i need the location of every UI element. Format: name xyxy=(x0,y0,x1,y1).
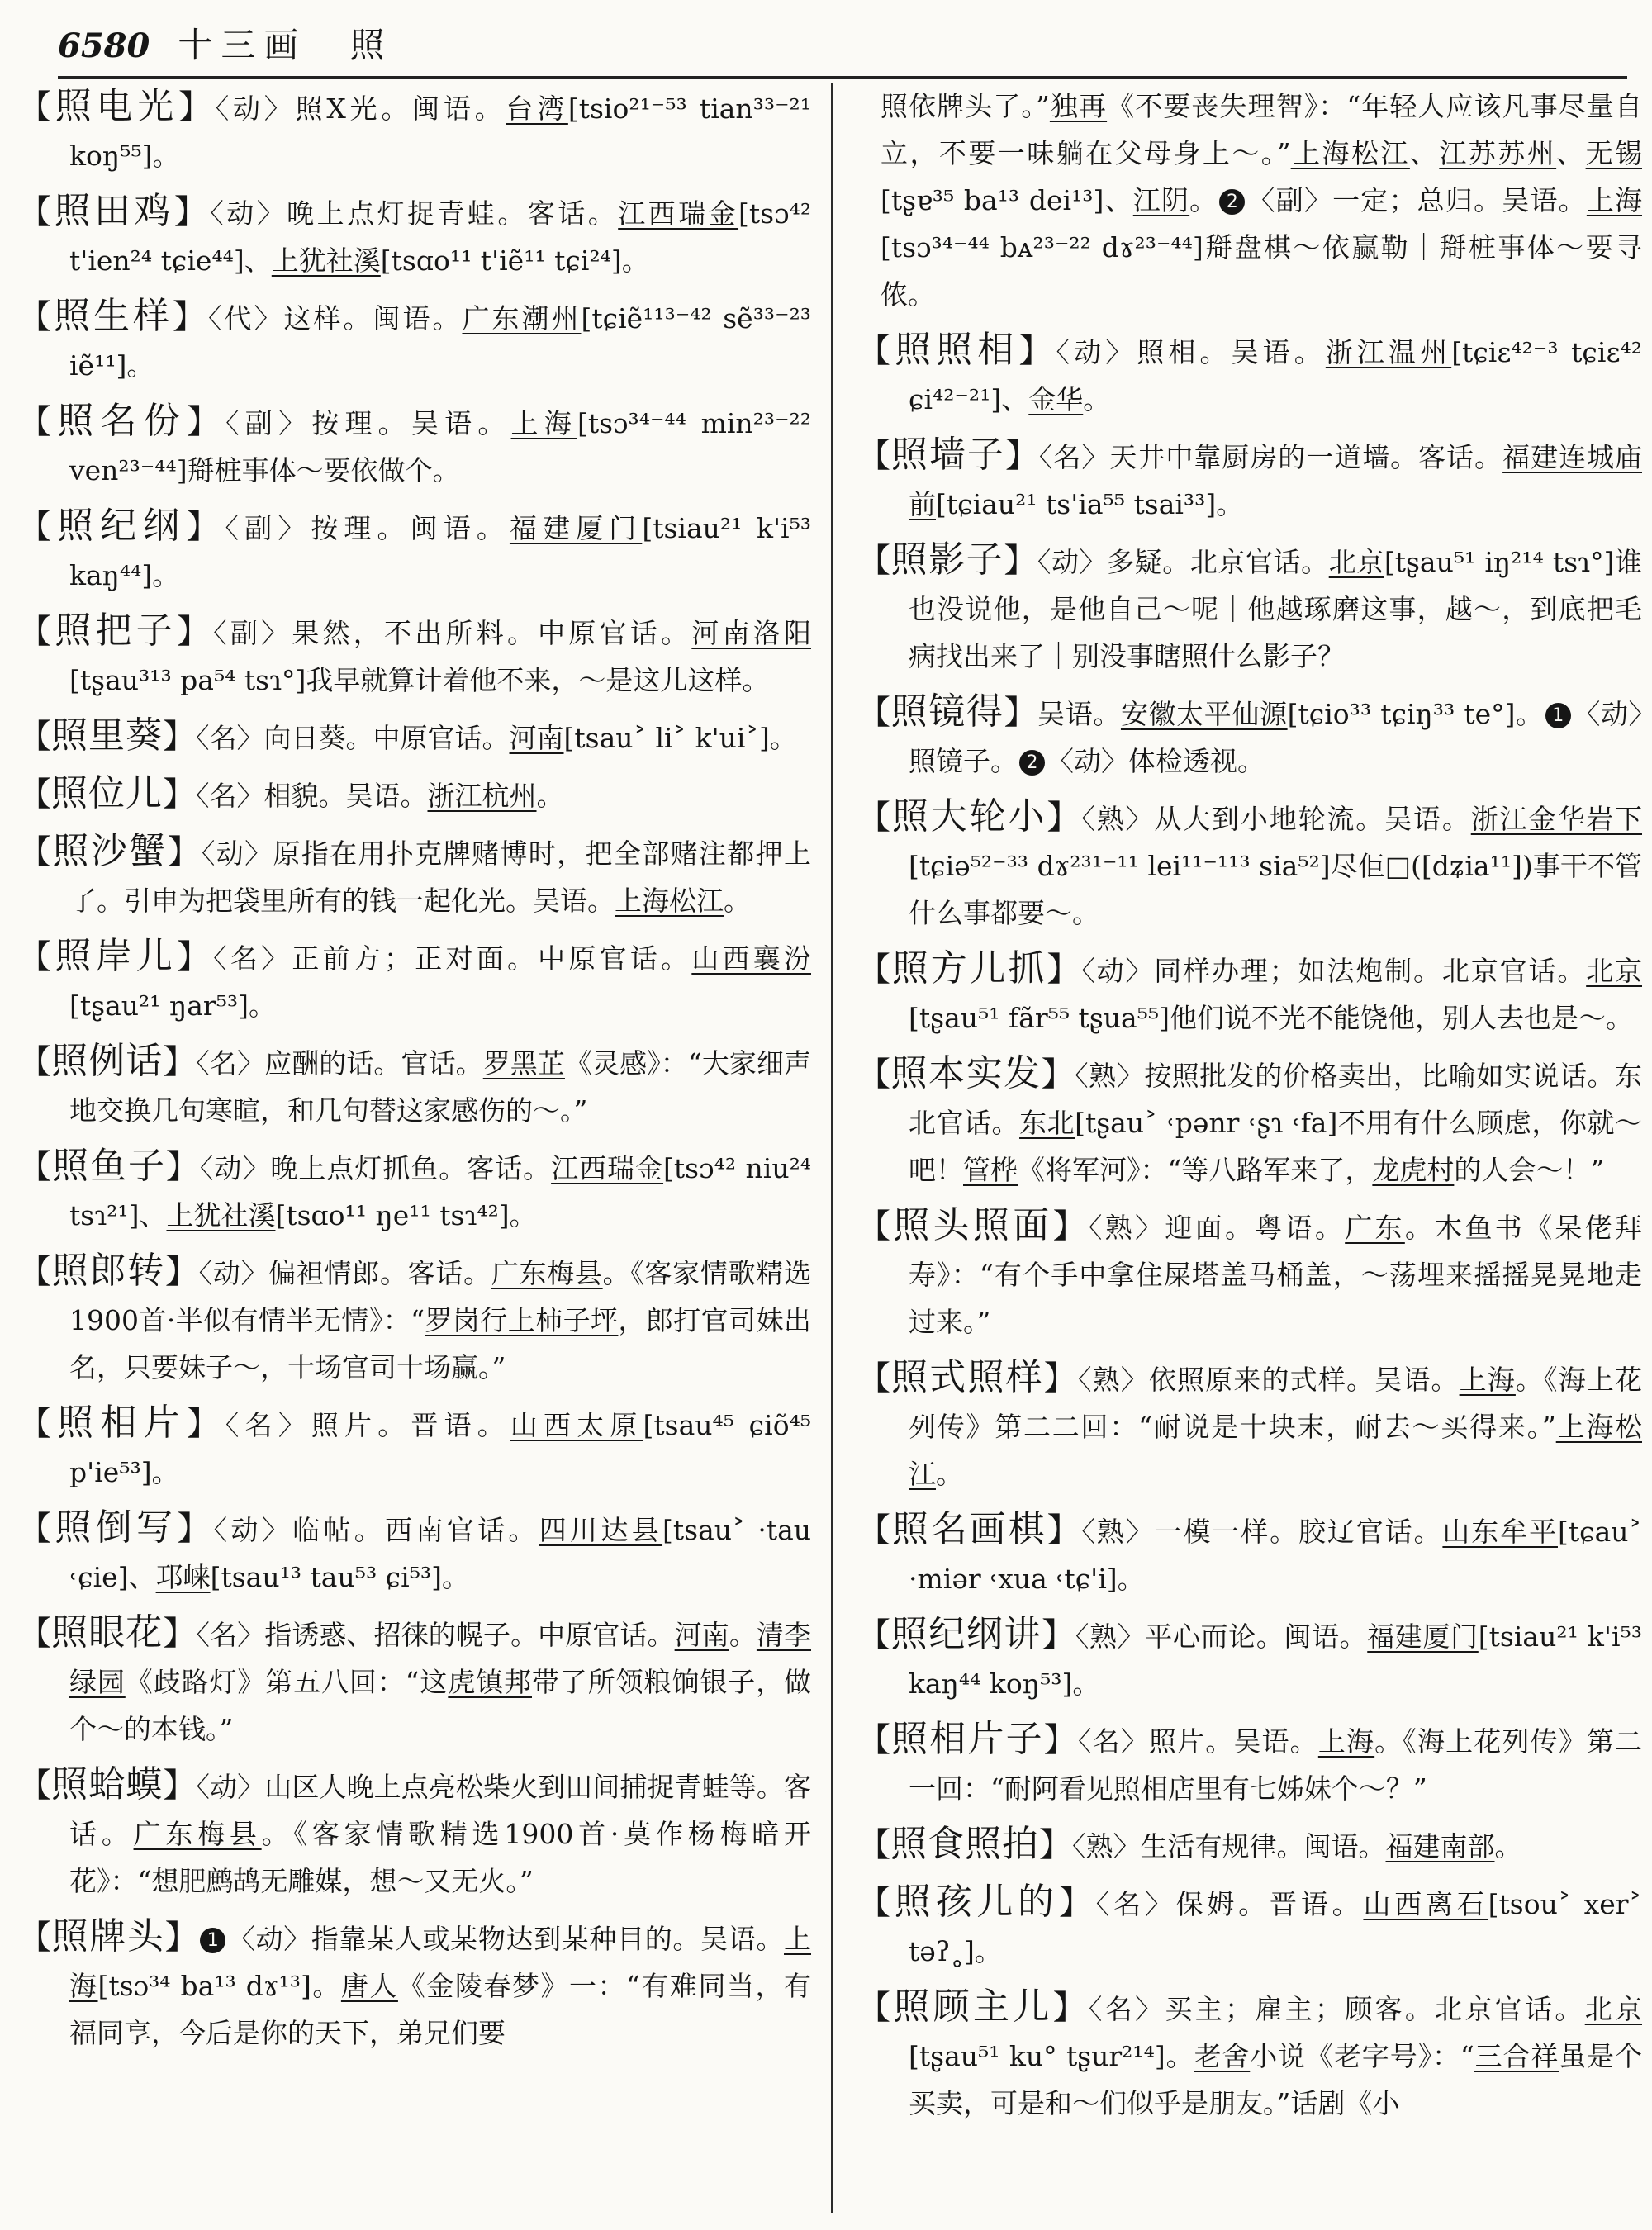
entry-text: 虽是个买卖，可是和～们似乎是朋友。”话剧《小 xyxy=(909,2040,1642,2119)
headword-bracket-close: 】 xyxy=(177,1510,214,1548)
dictionary-entry xyxy=(857,1354,1642,1497)
dictionary-entry xyxy=(18,502,811,599)
entry-text: 。木鱼书《呆佬拜寿》：“有个手中拿住屎塔盖马桶盖，～荡埋来摇摇晃晃地走过来。” xyxy=(909,1212,1642,1338)
place-or-author-name: 管桦 xyxy=(963,1154,1018,1186)
dictionary-entry xyxy=(857,688,1642,785)
entry-text: 、 xyxy=(1556,137,1586,169)
place-or-author-name: 上海 xyxy=(69,1923,811,2002)
headword-bracket-open: 【 xyxy=(18,718,51,756)
headword-bracket-close: 】 xyxy=(165,1148,200,1186)
entry-text: 〈名〉照片。吴语。 xyxy=(1077,1725,1318,1758)
dictionary-entry xyxy=(18,1142,811,1239)
headword-bracket-open: 【 xyxy=(18,508,58,546)
entry-headword: 照沙蟹 xyxy=(52,830,168,872)
place-or-author-name: 清李绿园 xyxy=(69,1619,811,1698)
entry-text: 〈名〉买主；雇主；顾客。北京官话。 xyxy=(1088,1993,1585,2025)
entry-text: 〈动〉临帖。西南官话。 xyxy=(213,1514,539,1546)
headword-bracket-close: 】 xyxy=(1004,694,1038,732)
entry-text: [tɕiə⁵²⁻³³ dɤ²³¹⁻¹¹ lei¹¹⁻¹¹³ sia⁵²]尽佢□([dʑia¹¹])事干不管什么事都要～。 xyxy=(909,850,1642,929)
dictionary-entry xyxy=(857,1506,1642,1602)
entry-text: 〈动〉晚上点灯捉青蛙。客话。 xyxy=(210,197,619,230)
entry-text: 。 xyxy=(1083,383,1111,415)
headword-bracket-close: 】 xyxy=(1004,542,1037,580)
entry-text: 〈熟〉依照原来的式样。吴语。 xyxy=(1077,1364,1460,1396)
dictionary-entry xyxy=(857,793,1642,937)
entry-text: 〈名〉应酬的话。官话。 xyxy=(196,1047,483,1079)
entry-headword: 照孩儿的 xyxy=(894,1881,1059,1923)
entry-headword: 照食照拍 xyxy=(890,1823,1039,1865)
entry-text: [tsou˃ xer˃ təʔ˳]。 xyxy=(909,1888,1642,1967)
entry-text: [tʂau²¹ ŋar⁵³]。 xyxy=(69,989,276,1022)
dictionary-entry xyxy=(18,1399,811,1496)
headword-bracket-close: 】 xyxy=(1047,799,1082,837)
entry-headword: 照相片子 xyxy=(891,1718,1044,1760)
dictionary-entry xyxy=(857,1878,1642,1975)
entry-headword: 照照相 xyxy=(895,329,1019,371)
entry-text: 〈名〉向日葵。中原官话。 xyxy=(196,722,510,754)
place-or-author-name: 河南洛阳 xyxy=(691,617,811,649)
headword-bracket-open: 【 xyxy=(18,776,51,814)
sense-number-badge: 1 xyxy=(200,1928,225,1953)
entry-text: [tsɑo¹¹ t'iẽ¹¹ tɕi²⁴]。 xyxy=(380,244,649,277)
entry-headword: 照顾主儿 xyxy=(893,1986,1053,2028)
entry-text: 。 xyxy=(724,885,751,917)
place-or-author-name: 广东 xyxy=(1345,1212,1405,1244)
entry-headword: 照倒写 xyxy=(55,1506,178,1549)
entry-text: 。《海上花列传》第二二回：“耐说是十块末，耐去～买得来。” xyxy=(909,1364,1642,1443)
headword-bracket-close: 】 xyxy=(1018,332,1056,370)
headword-bracket-open: 【 xyxy=(18,938,55,976)
dictionary-entry xyxy=(18,607,811,704)
place-or-author-name: 邛崃 xyxy=(155,1561,211,1593)
entry-headword: 照眼花 xyxy=(51,1611,164,1654)
headword-bracket-open: 【 xyxy=(857,1056,891,1094)
entry-text: 〈副〉按理。闽语。 xyxy=(225,512,510,544)
place-or-author-name: 虎镇邦 xyxy=(448,1666,532,1698)
entry-text: [tʂau⁵¹ ku° tʂur²¹⁴]。 xyxy=(909,2040,1194,2072)
section-heading: 十三画 照 xyxy=(178,25,393,65)
entry-headword: 照位儿 xyxy=(51,772,163,814)
headword-bracket-open: 【 xyxy=(18,193,55,231)
place-or-author-name: 台湾 xyxy=(506,93,568,125)
sense-number-badge: 2 xyxy=(1219,189,1245,215)
entry-headword: 照例话 xyxy=(51,1040,164,1082)
headword-bracket-open: 【 xyxy=(857,1721,892,1759)
entry-headword: 照蛤蟆 xyxy=(51,1763,164,1805)
headword-bracket-open: 【 xyxy=(18,1767,52,1805)
entry-text: [tsɔ⁴² niu²⁴ tsɿ²¹]、 xyxy=(69,1152,811,1231)
place-or-author-name: 福建厦门 xyxy=(509,512,643,544)
entry-text: 〈动〉指靠某人或某物达到某种目的。吴语。 xyxy=(227,1923,785,1955)
entry-text: 〈副〉按理。吴语。 xyxy=(225,407,511,439)
headword-bracket-open: 【 xyxy=(857,1989,894,2027)
dictionary-entry xyxy=(18,932,811,1029)
headword-bracket-open: 【 xyxy=(18,833,53,871)
entry-text: 《歧路灯》第五八回：“这 xyxy=(125,1666,449,1698)
place-or-author-name: 无锡 xyxy=(1585,137,1642,169)
entry-text: 〈副〉果然，不出所料。中原官话。 xyxy=(213,617,692,649)
headword-bracket-close: 】 xyxy=(163,718,196,756)
place-or-author-name: 江西瑞金 xyxy=(551,1152,664,1184)
dictionary-entry xyxy=(857,83,1642,318)
headword-bracket-open: 【 xyxy=(857,1884,895,1922)
entry-headword: 照名份 xyxy=(57,400,187,442)
headword-bracket-close: 】 xyxy=(1047,1511,1082,1549)
entry-text: 〈名〉照片。晋语。 xyxy=(225,1409,510,1441)
entry-headword: 照相片 xyxy=(57,1402,187,1444)
entry-text: [tsɔ³⁴⁻⁴⁴ bᴀ²³⁻²² dɤ²³⁻⁴⁴]搿盘棋～依赢勒｜搿桩事体～要寻侬。 xyxy=(881,231,1642,311)
entry-text: 〈熟〉生活有规律。闽语。 xyxy=(1072,1830,1386,1862)
entry-headword: 照本实发 xyxy=(890,1052,1042,1094)
entry-text: [tɕiɛ⁴²⁻³ tɕiɛ⁴² ɕi⁴²⁻²¹]、 xyxy=(909,336,1642,415)
headword-bracket-close: 】 xyxy=(163,1043,197,1081)
headword-bracket-close: 】 xyxy=(1004,437,1039,475)
headword-bracket-open: 【 xyxy=(18,298,54,336)
dictionary-entry xyxy=(18,1761,811,1905)
headword-bracket-close: 】 xyxy=(1058,1884,1096,1922)
place-or-author-name: 河南 xyxy=(509,722,564,754)
headword-bracket-close: 】 xyxy=(164,1919,199,1957)
dictionary-entry xyxy=(18,1913,811,2057)
headword-bracket-close: 】 xyxy=(176,613,214,651)
headword-bracket-close: 】 xyxy=(176,938,214,976)
headword-bracket-close: 】 xyxy=(1043,1359,1078,1397)
page-header xyxy=(58,18,1627,79)
sense-number-badge: 1 xyxy=(1545,703,1571,728)
place-or-author-name: 唐人 xyxy=(340,1970,398,2002)
right-column xyxy=(857,83,1642,2222)
entry-text: [tʂau³¹³ pa⁵⁴ tsɿ°]我早就算计着他不来，～是这儿这样。 xyxy=(69,664,770,696)
dictionary-entry xyxy=(18,83,811,179)
entry-text: [tɕiau²¹ ts'ia⁵⁵ tsai³³]。 xyxy=(936,488,1244,520)
entry-text: 〈动〉体检透视。 xyxy=(1047,745,1265,777)
place-or-author-name: 上海 xyxy=(510,407,577,439)
place-or-author-name: 上犹社溪 xyxy=(166,1199,276,1231)
entry-headword: 照生样 xyxy=(54,295,173,337)
place-or-author-name: 独再 xyxy=(1049,90,1108,122)
entry-text: 。 xyxy=(729,1619,757,1651)
place-or-author-name: 上犹社溪 xyxy=(271,244,381,277)
entry-text: 〈熟〉从大到小地轮流。吴语。 xyxy=(1081,803,1471,835)
headword-bracket-open: 【 xyxy=(18,1253,52,1291)
headword-bracket-open: 【 xyxy=(857,1359,892,1397)
place-or-author-name: 北京 xyxy=(1584,1993,1642,2025)
entry-text: [tɕiẽ¹¹³⁻⁴² sẽ³³⁻²³ iẽ¹¹]。 xyxy=(69,302,811,382)
entry-text: 。 xyxy=(536,780,564,812)
headword-bracket-close: 】 xyxy=(1042,1616,1075,1654)
place-or-author-name: 广东梅县 xyxy=(491,1257,603,1289)
entry-text: ，郎打官司妹出名，只要妹子～，十场官司十场赢。” xyxy=(69,1304,811,1383)
dictionary-entry xyxy=(18,1037,811,1134)
entry-text: [tsau˃ ·tau ˓ɕie]、 xyxy=(69,1514,811,1593)
headword-bracket-open: 【 xyxy=(18,1043,52,1081)
headword-bracket-open: 【 xyxy=(18,1615,52,1653)
entry-headword: 照鱼子 xyxy=(51,1145,166,1187)
dictionary-entry xyxy=(857,1050,1642,1193)
headword-bracket-open: 【 xyxy=(857,1616,891,1654)
place-or-author-name: 江西瑞金 xyxy=(618,197,739,230)
headword-bracket-open: 【 xyxy=(857,1208,894,1245)
entry-text: 。《海上花列传》第二一回：“耐阿看见照相店里有七姊妹个～？” xyxy=(909,1725,1642,1805)
headword-bracket-close: 】 xyxy=(167,833,202,871)
page-number: 6580 xyxy=(58,26,150,65)
dictionary-entry xyxy=(857,536,1642,680)
entry-text: [tsɔ⁴² t'ien²⁴ tɕie⁴⁴]、 xyxy=(69,197,811,277)
headword-bracket-close: 】 xyxy=(1039,1826,1072,1864)
entry-text: 吴语。 xyxy=(1037,698,1121,730)
place-or-author-name: 上海 xyxy=(1317,1725,1375,1758)
entry-headword: 照纪纲讲 xyxy=(890,1613,1042,1655)
headword-bracket-close: 】 xyxy=(186,1405,225,1443)
headword-bracket-open: 【 xyxy=(857,1826,890,1864)
dictionary-entry xyxy=(18,397,811,494)
entry-headword: 照纪纲 xyxy=(57,505,187,547)
entry-text: [tsiau²¹ k'i⁵³ kaŋ⁴⁴ koŋ⁵³]。 xyxy=(909,1620,1642,1700)
place-or-author-name: 上海松江 xyxy=(615,885,724,917)
headword-bracket-close: 】 xyxy=(1047,951,1082,989)
entry-text: 的人会～！” xyxy=(1454,1154,1605,1186)
entry-text: [tɕau˃ ·miər ˓xua ˓tɕ'i]。 xyxy=(909,1516,1642,1595)
entry-text: [tsiau²¹ k'i⁵³ kaŋ⁴⁴]。 xyxy=(69,512,811,591)
entry-text: 〈动〉原指在用扑克牌赌博时，把全部赌注都押上了。引申为把袋里所有的钱一起化光。吴语。 xyxy=(69,837,811,917)
headword-bracket-open: 【 xyxy=(857,799,892,837)
dictionary-entry xyxy=(857,1983,1642,2127)
sense-number-badge: 2 xyxy=(1019,750,1045,776)
entry-text: 《将军河》：“等八路军来了， xyxy=(1018,1154,1373,1186)
place-or-author-name: 上海松江 xyxy=(909,1411,1642,1490)
entry-headword: 照式照样 xyxy=(891,1356,1044,1398)
place-or-author-name: 金华 xyxy=(1028,383,1084,415)
place-or-author-name: 浙江温州 xyxy=(1325,336,1452,368)
entry-headword: 照名画棋 xyxy=(891,1508,1047,1550)
dictionary-entry xyxy=(18,770,811,819)
entry-headword: 照墙子 xyxy=(890,434,1005,476)
headword-bracket-open: 【 xyxy=(18,613,55,651)
dictionary-entry xyxy=(18,828,811,924)
entry-text: 〈名〉相貌。吴语。 xyxy=(196,780,428,812)
entry-text: 《不要丧失理智》：“年轻人应该凡事尽量自立，不要一味躺在父母身上～。” xyxy=(881,90,1642,169)
dictionary-entry xyxy=(18,1504,811,1601)
headword-bracket-open: 【 xyxy=(18,1510,55,1548)
entry-text: 小说《老字号》：“ xyxy=(1250,2040,1474,2072)
headword-bracket-open: 【 xyxy=(18,88,55,126)
headword-bracket-close: 】 xyxy=(1052,1989,1089,2027)
headword-bracket-open: 【 xyxy=(18,1919,52,1957)
place-or-author-name: 山西襄汾 xyxy=(691,942,811,975)
entry-headword: 照里葵 xyxy=(51,714,163,757)
place-or-author-name: 江阴 xyxy=(1132,184,1190,216)
entry-text: 〈名〉保姆。晋语。 xyxy=(1095,1888,1364,1920)
headword-bracket-close: 】 xyxy=(163,1615,197,1653)
entry-text: 〈动〉照X光。闽语。 xyxy=(215,93,506,125)
dictionary-entry xyxy=(18,292,811,389)
dictionary-entry xyxy=(18,1247,811,1391)
entry-text: 〈动〉多疑。北京官话。 xyxy=(1037,546,1329,578)
entry-text: 〈熟〉按照批发的价格卖出，比喻如实说话。东北官话。 xyxy=(909,1060,1642,1139)
place-or-author-name: 山西离石 xyxy=(1363,1888,1488,1920)
headword-bracket-open: 【 xyxy=(18,1148,52,1186)
entry-headword: 照把子 xyxy=(55,610,177,652)
headword-bracket-close: 】 xyxy=(164,1253,199,1291)
entry-text: [tsɔ³⁴⁻⁴⁴ min²³⁻²² ven²³⁻⁴⁴]搿桩事体～要依做个。 xyxy=(69,407,811,486)
entry-text: 〈熟〉迎面。粤语。 xyxy=(1088,1212,1346,1244)
entry-text: 〈熟〉一模一样。胶辽官话。 xyxy=(1081,1516,1443,1548)
entry-text: 。 xyxy=(1189,184,1218,216)
dictionary-entry xyxy=(857,945,1642,1041)
headword-bracket-open: 【 xyxy=(857,332,895,370)
entry-text: 〈副〉一定；总归。吴语。 xyxy=(1246,184,1587,216)
dictionary-entry xyxy=(18,187,811,284)
entry-text: 〈名〉天井中靠厨房的一道墙。客话。 xyxy=(1038,441,1503,473)
headword-bracket-open: 【 xyxy=(857,542,891,580)
headword-bracket-close: 】 xyxy=(186,403,226,441)
dictionary-entry xyxy=(18,712,811,762)
place-or-author-name: 福建南部 xyxy=(1385,1830,1495,1862)
place-or-author-name: 上海松江 xyxy=(1290,137,1410,169)
place-or-author-name: 福建连城庙前 xyxy=(909,441,1642,520)
headword-bracket-close: 】 xyxy=(1043,1721,1078,1759)
column-divider xyxy=(831,83,833,2213)
entry-text: [tʂau⁵¹ fãr⁵⁵ tʂua⁵⁵]他们说不光不能饶他，别人去也是～。 xyxy=(909,1002,1634,1034)
place-or-author-name: 安徽太平仙源 xyxy=(1120,698,1288,730)
entry-headword: 照大轮小 xyxy=(891,795,1047,837)
place-or-author-name: 上海 xyxy=(1586,184,1642,216)
entry-headword: 照电光 xyxy=(55,85,179,127)
dictionary-entry xyxy=(857,1202,1642,1345)
entry-text: 〈名〉指诱惑、招徕的幌子。中原官话。 xyxy=(196,1619,675,1651)
dictionary-entry xyxy=(18,1609,811,1753)
place-or-author-name: 罗岗行上柿子坪 xyxy=(425,1304,619,1336)
place-or-author-name: 浙江杭州 xyxy=(427,780,537,812)
entry-text: [tsau˃ li˃ k'ui˃]。 xyxy=(563,722,797,754)
place-or-author-name: 广东梅县 xyxy=(133,1818,262,1850)
entry-text: [tsau⁴⁵ ɕiõ⁴⁵ p'ie⁵³]。 xyxy=(69,1409,811,1488)
place-or-author-name: 山东牟平 xyxy=(1442,1516,1558,1548)
entry-text: 〈动〉照镜子。 xyxy=(909,698,1642,777)
entry-text: [tɕio³³ tɕiŋ³³ te°]。 xyxy=(1287,698,1544,730)
headword-bracket-close: 】 xyxy=(163,1767,197,1805)
place-or-author-name: 老舍 xyxy=(1194,2040,1251,2072)
entry-text: 。《客家情歌精选1900首·莫作杨梅暗开花》：“想肥鹧鸪无雕媒，想～又无火。” xyxy=(69,1818,811,1897)
headword-bracket-close: 】 xyxy=(186,508,225,546)
entry-text: 、 xyxy=(1409,137,1440,169)
headword-bracket-open: 【 xyxy=(18,403,58,441)
entry-text: [tʂau⁵¹ iŋ²¹⁴ tsɿ°]谁也没说他，是他自己～呢｜他越琢磨这事，越～，到底把毛病找出来了｜别没事瞎照什么影子？ xyxy=(909,546,1642,672)
entry-headword: 照岸儿 xyxy=(55,935,177,977)
place-or-author-name: 山西太原 xyxy=(510,1409,643,1441)
headword-bracket-close: 】 xyxy=(178,88,216,126)
place-or-author-name: 北京 xyxy=(1328,546,1384,578)
dictionary-entry xyxy=(857,1611,1642,1707)
entry-text: 。 xyxy=(1494,1830,1522,1862)
entry-headword: 照头照面 xyxy=(893,1204,1053,1246)
entry-text: 〈动〉山区人晚上点亮松柴火到田间捕捉青蛙等。客话。 xyxy=(69,1771,811,1850)
entry-text: 《金陵春梦》一：“有难同当，有福同享，今后是你的天下，弟兄们要 xyxy=(69,1970,811,2049)
entry-headword: 照镜得 xyxy=(890,690,1004,733)
place-or-author-name: 河南 xyxy=(674,1619,729,1651)
entry-text: 〈名〉正前方；正对面。中原官话。 xyxy=(213,942,692,975)
place-or-author-name: 浙江金华岩下 xyxy=(1470,803,1642,835)
headword-bracket-open: 【 xyxy=(857,1511,892,1549)
dictionary-entry xyxy=(857,1715,1642,1812)
headword-bracket-close: 】 xyxy=(173,298,208,336)
entry-text: [tsio²¹⁻⁵³ tian³³⁻²¹ koŋ⁵⁵]。 xyxy=(69,93,811,172)
entry-text: [tsau¹³ tau⁵³ ɕi⁵³]。 xyxy=(210,1561,470,1593)
entry-text: 《灵感》：“大家细声地交换几句寒暄，和几句替这家感伤的～。” xyxy=(69,1047,811,1127)
place-or-author-name: 福建厦门 xyxy=(1367,1620,1479,1653)
entry-headword: 照田鸡 xyxy=(54,190,174,232)
entry-text: 。《客家情歌精选1900首·半似有情半无情》：“ xyxy=(69,1257,811,1336)
place-or-author-name: 四川达县 xyxy=(539,1514,663,1546)
headword-bracket-close: 】 xyxy=(1052,1208,1089,1245)
headword-bracket-open: 【 xyxy=(857,951,892,989)
headword-bracket-open: 【 xyxy=(857,437,891,475)
dictionary-entry xyxy=(857,326,1642,423)
entry-text: 〈动〉同样办理；如法炮制。北京官话。 xyxy=(1081,955,1587,987)
place-or-author-name: 上海 xyxy=(1459,1364,1516,1396)
entry-text: [tsɔ³⁴ ba¹³ dɤ¹³]。 xyxy=(97,1970,341,2002)
dictionary-entry xyxy=(857,431,1642,528)
entry-text: 〈动〉偏袒情郎。客话。 xyxy=(198,1257,491,1289)
entry-text: 〈动〉照相。吴语。 xyxy=(1056,336,1326,368)
left-column xyxy=(18,83,811,2222)
entry-text: 〈熟〉平心而论。闽语。 xyxy=(1075,1620,1368,1653)
entry-headword: 照方儿抓 xyxy=(891,947,1047,989)
place-or-author-name: 三合祥 xyxy=(1474,2040,1559,2072)
dictionary-entry xyxy=(857,1820,1642,1870)
place-or-author-name: 江苏苏州 xyxy=(1439,137,1557,169)
entry-text: 〈动〉晚上点灯抓鱼。客话。 xyxy=(199,1152,552,1184)
headword-bracket-close: 】 xyxy=(163,776,196,814)
entry-headword: 照郎转 xyxy=(51,1250,165,1292)
headword-bracket-close: 】 xyxy=(1041,1056,1075,1094)
place-or-author-name: 北京 xyxy=(1586,955,1642,987)
headword-bracket-open: 【 xyxy=(857,694,891,732)
entry-text: [tʂau˃ ˓pənr ˓ʂɿ ˓fa]不用有什么顾虑，你就～吧！ xyxy=(909,1107,1642,1186)
entry-text: [tsɑo¹¹ ŋe¹¹ tsɿ⁴²]。 xyxy=(275,1199,537,1231)
place-or-author-name: 罗黑芷 xyxy=(482,1047,565,1079)
entry-headword: 照影子 xyxy=(890,539,1004,581)
entry-text: [tʂɐ³⁵ ba¹³ dei¹³]、 xyxy=(881,184,1133,216)
headword-bracket-open: 【 xyxy=(18,1405,58,1443)
entry-text: 〈代〉这样。闽语。 xyxy=(208,302,463,334)
entry-text: 。 xyxy=(936,1458,963,1490)
place-or-author-name: 龙虎村 xyxy=(1372,1154,1455,1186)
entry-text: 照依牌头了。” xyxy=(881,90,1050,122)
headword-bracket-close: 】 xyxy=(173,193,211,231)
place-or-author-name: 东北 xyxy=(1019,1107,1075,1139)
entry-text: 带了所领粮饷银子，做个～的本钱。” xyxy=(69,1666,811,1745)
place-or-author-name: 广东潮州 xyxy=(462,302,582,334)
entry-headword: 照牌头 xyxy=(51,1915,165,1957)
